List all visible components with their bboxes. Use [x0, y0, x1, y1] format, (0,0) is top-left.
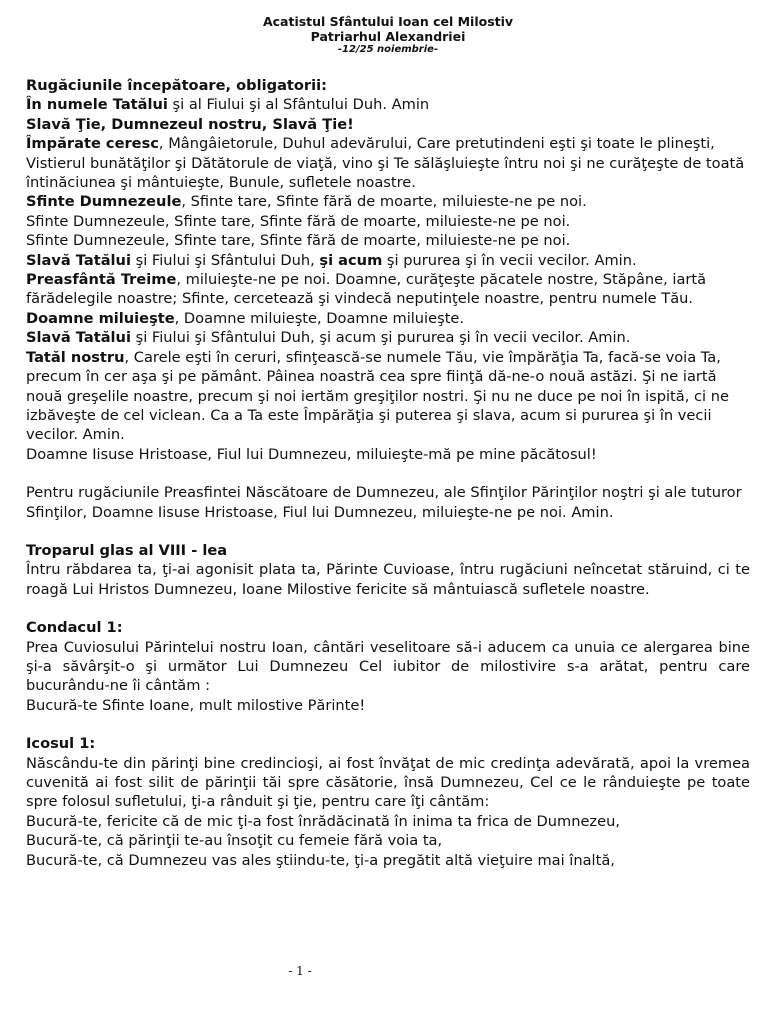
prayer-slava-2: Slavă Tatălui şi Fiului şi Sfântului Duh, şi acum şi pururea şi în vecii vecilor. Amin. [26, 329, 631, 347]
prayer-sfinte-2: Sfinte Dumnezeule, Sfinte tare, Sfinte fără de moarte, miluieste-ne pe noi. [26, 212, 571, 230]
condacul-refrain: Bucură-te Sfinte Ioane, mult milostive Părinte! [26, 696, 366, 714]
icosul-heading: Icosul 1: [26, 735, 96, 753]
prayer-tatal-nostru: Tatăl nostru, Carele eşti în ceruri, sfinţească-se numele Tău, vie împărăţia Ta, facă-se voia Ta, precum în cer aşa şi pe pământ. Pâinea noastră cea spre fiinţă dă-ne-o nouă astăzi. Şi ne iartă nouă greşelile noastre, precum şi noi iertăm greşiţilor nostri. Şi nu ne duce pe noi în ispită, ci ne izbăveşte de cel viclean. Ca a Ta este Împărăţia şi puterea şi slava, acum si pururea şi în vecii vecilor. Amin. [26, 348, 729, 444]
condacul-heading: Condacul 1: [26, 619, 123, 637]
icosul-line: Bucură-te, că Dumnezeu vas ales ştiindu-te, ţi-a pregătit altă vieţuire mai înaltă, [26, 851, 615, 869]
prayer-in-numele: În numele Tatălui şi al Fiului şi al Sfântului Duh. Amin [26, 96, 430, 114]
intercession-prayer: Pentru rugăciunile Preasfintei Născătoare de Dumnezeu, ale Sfinţilor Părinţilor noştri şi ale tuturor Sfinţilor, Doamne Iisuse Hristoase, Fiul lui Dumnezeu, miluieşte-ne pe noi. Amin. [26, 484, 742, 521]
feast-date: -12/25 noiembrie- [337, 44, 439, 55]
document-page [26, 14, 750, 870]
document-title: Acatistul Sfântului Ioan cel Milostiv [262, 14, 514, 29]
document-body [26, 76, 750, 870]
troparul-text: Întru răbdarea ta, ţi-ai agonisit plata ta, Părinte Cuvioase, întru rugăciuni neîncetat stăruind, ci te roagă Lui Hristos Dumnezeu, Ioane Milostive fericite să mântuiască sufletele noastre. [26, 561, 750, 598]
icosul-line: Bucură-te, fericite că de mic ţi-a fost înrădăcinată în inima ta frica de Dumnezeu, [26, 812, 620, 830]
prayer-sfinte-1: Sfinte Dumnezeule, Sfinte tare, Sfinte fără de moarte, miluieste-ne pe noi. [26, 193, 587, 211]
prayer-doamne-miluieste: Doamne miluieşte, Doamne miluieşte, Doamne miluieşte. [26, 309, 465, 327]
prayers-heading: Rugăciunile începătoare, obligatorii: [26, 77, 327, 94]
prayer-slava-tie: Slavă Ţie, Dumnezeul nostru, Slavă Ţie! [26, 115, 354, 133]
prayer-sfinte-3: Sfinte Dumnezeule, Sfinte tare, Sfinte fără de moarte, miluieste-ne pe noi. [26, 232, 571, 250]
page-number: - 1 - [288, 964, 312, 978]
icosul-text: Născându-te din părinţi bine credincioşi, ai fost învăţat de mic credinţa adevărată, apoi la vremea cuvenită ai fost silit de părinţii tăi spre căsătorie, însă Dumnezeu, Cel ce le rânduieşte pe toate spre folosul sufletului, ţi-a rânduit şi ţie, pentru care îţi cântăm: [26, 754, 750, 811]
troparul-heading: Troparul glas al VIII - lea [26, 541, 228, 559]
document-subtitle: Patriarhul Alexandriei [310, 29, 466, 44]
prayer-imparate-ceresc: Împărate ceresc, Mângâietorule, Duhul adevărului, Care pretutindeni eşti şi toate le plineşti, Vistierul bunătăţilor şi Dătătorule de viaţă, vino şi Te sălăşluieşte întru noi şi ne curăţeşte de toată întinăciunea şi mântuieşte, Bunule, sufletele noastre. [26, 135, 745, 192]
prayer-preasfanta-treime: Preasfântă Treime, miluieşte-ne pe noi. Doamne, curăţeşte păcatele nostre, Stăpâne, iartă fărădelegile noastre; Sfinte, cercetează şi vindecă neputinţele noastre, pentru numele Tău. [26, 271, 707, 308]
icosul-line: Bucură-te, că părinţii te-au însoţit cu femeie fără voia ta, [26, 832, 443, 850]
prayer-iisuse: Doamne Iisuse Hristoase, Fiul lui Dumnezeu, miluieşte-mă pe mine păcătosul! [26, 445, 597, 463]
condacul-text: Prea Cuviosului Părintelui nostru Ioan, cântări veselitoare să-i aducem ca unuia ce alergarea bine şi-a săvârşit-o şi următor Lui Dumnezeu Cel iubitor de milostivire s-a arătat, pentru care bucurându-ne îi cântăm : [26, 638, 750, 695]
prayer-slava-1: Slavă Tatălui şi Fiului şi Sfântului Duh, şi acum şi pururea şi în vecii vecilor. Amin. [26, 251, 637, 269]
